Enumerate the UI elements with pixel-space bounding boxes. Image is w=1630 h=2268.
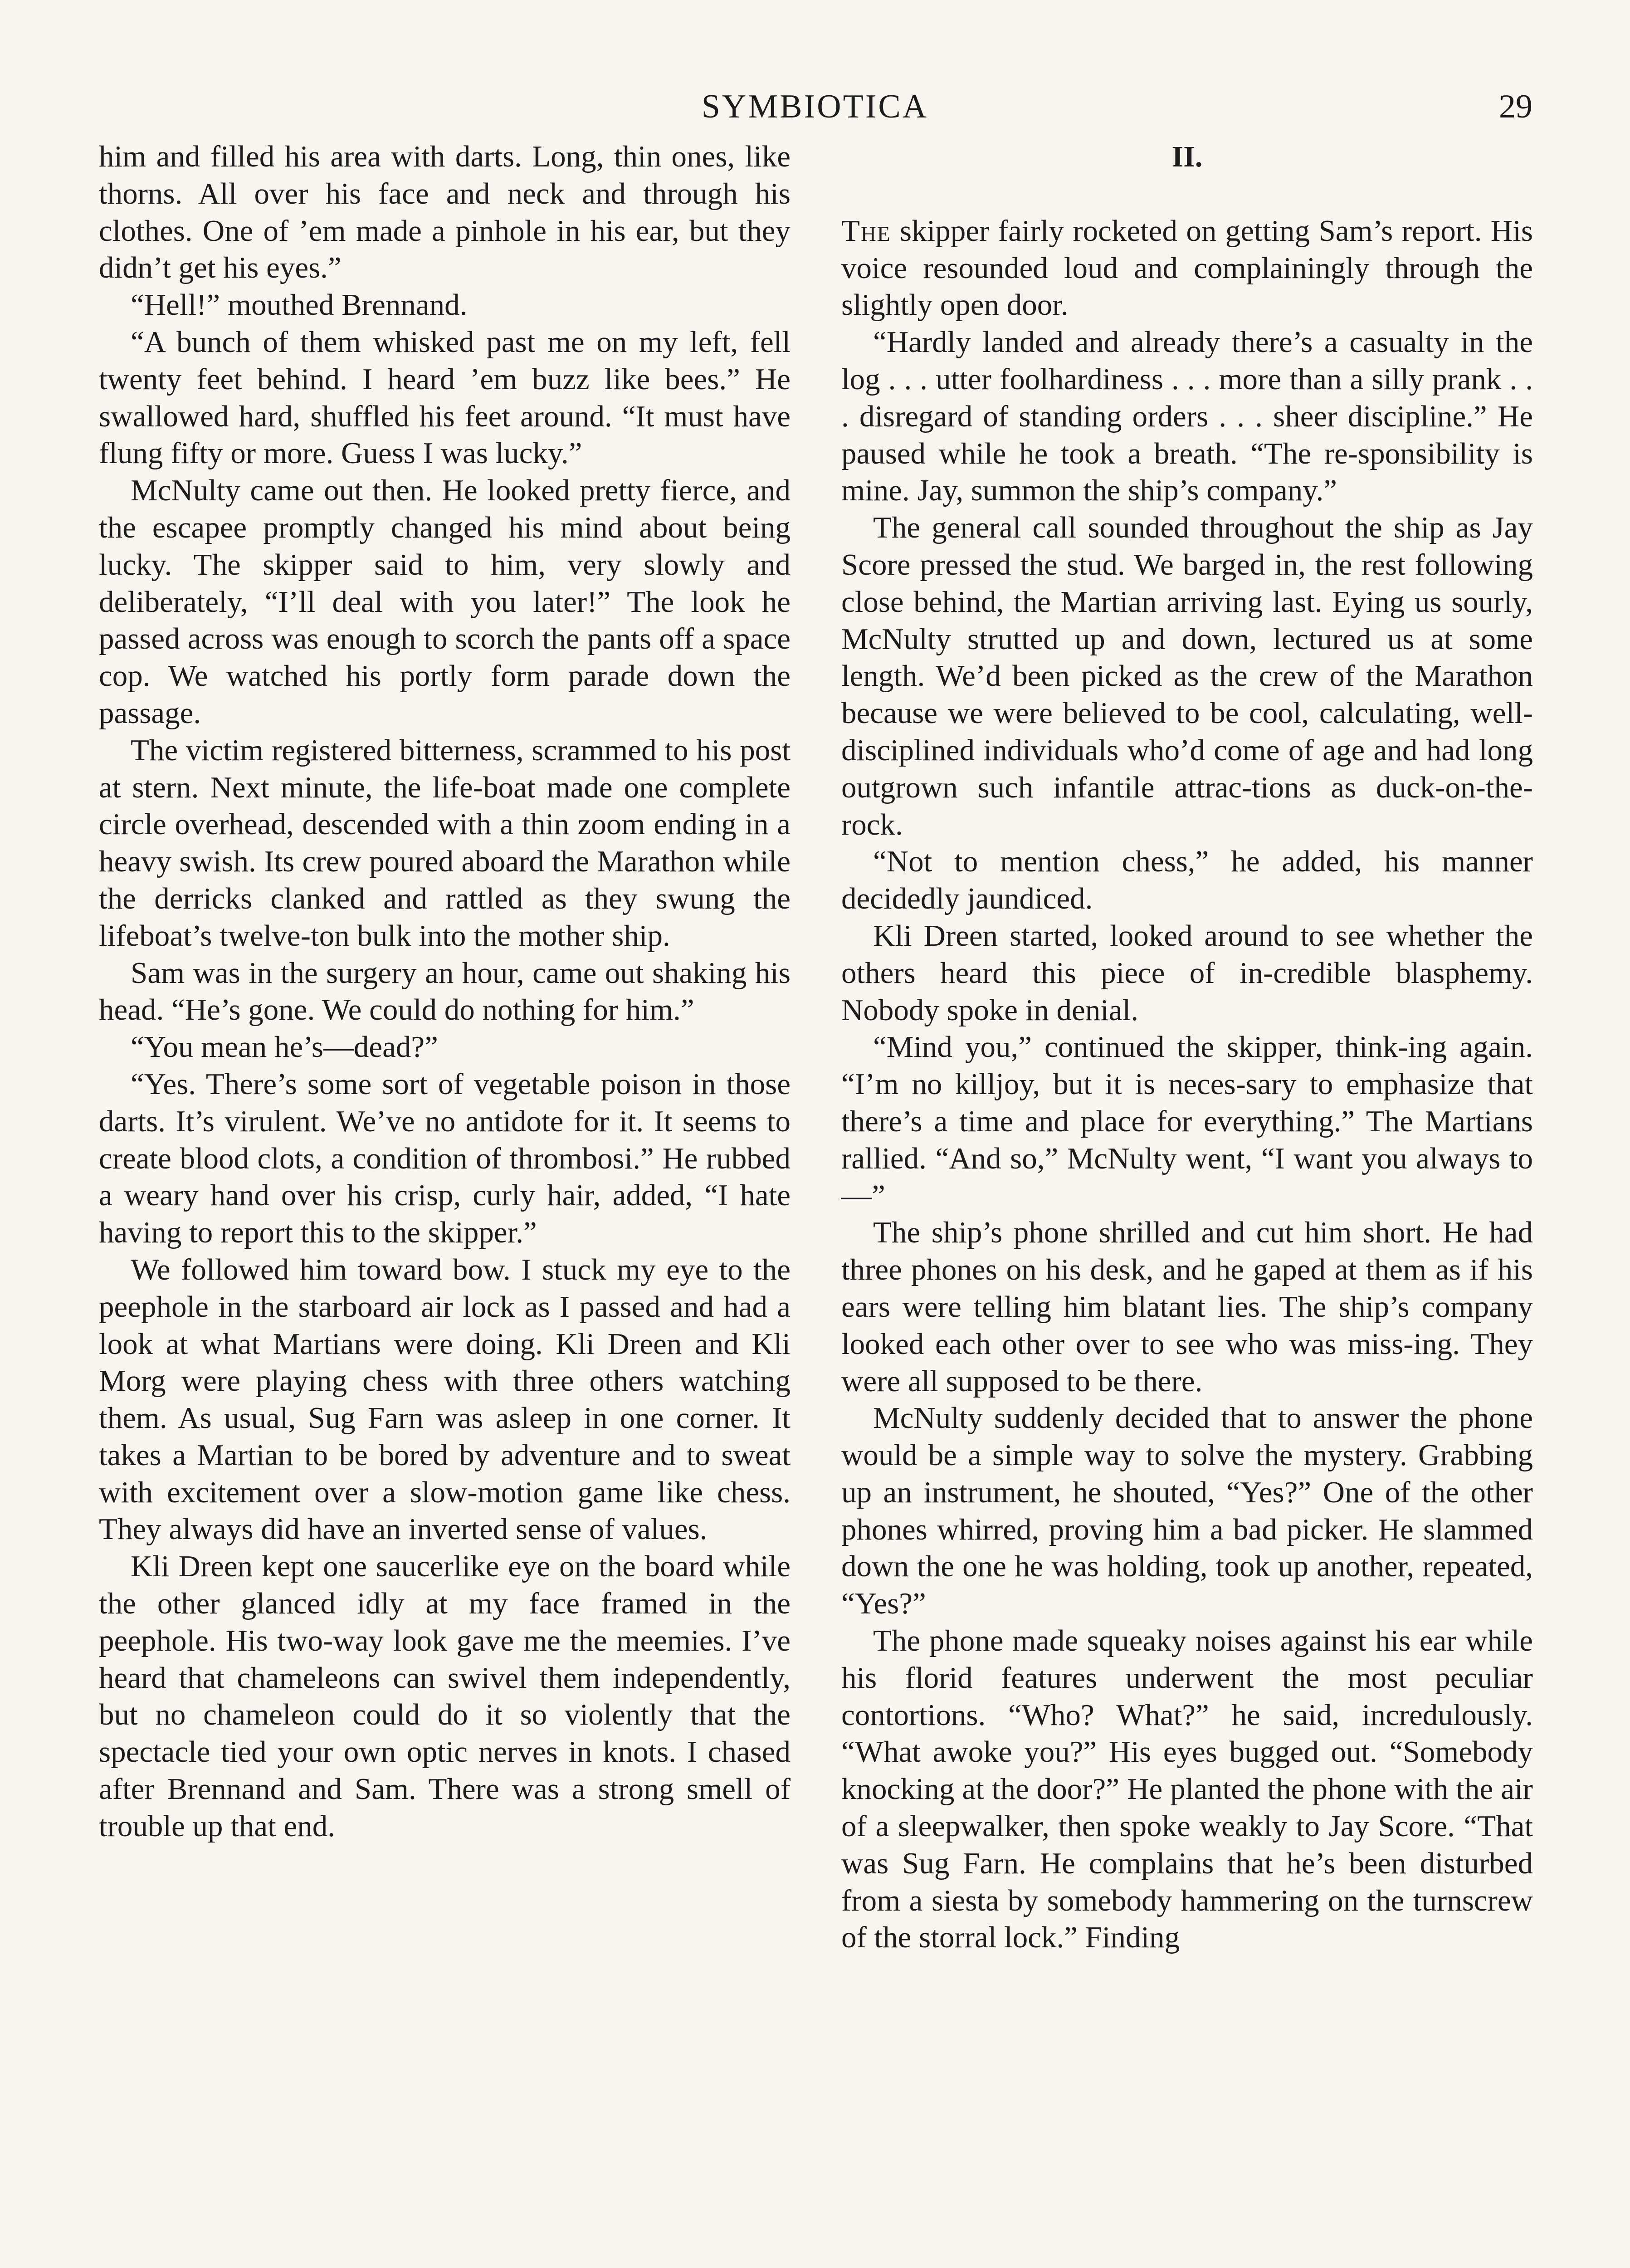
paragraph: “Not to mention chess,” he added, his manner decidedly jaundiced. [841, 845, 1533, 916]
opening-word: The [841, 214, 891, 248]
paragraph: McNulty came out then. He looked pretty fierce, and the escapee promptly changed his mind about being lucky. The skipper said to him, very slowly and deliberately, “I’ll deal with you later!” The look he passed across was enough to scorch the pants off a space cop. We watched his portly form parade down the passage. [99, 474, 791, 730]
paragraph: Kli Dreen started, looked around to see whether the others heard this piece of in-credible blasphemy. Nobody spoke in denial. [841, 919, 1533, 1027]
opening-paragraph-text: skipper fairly rocketed on getting Sam’s report. His voice resounded loud and complainingly through the slightly open door. [841, 214, 1533, 322]
paragraph: Sam was in the surgery an hour, came out shaking his head. “He’s gone. We could do nothing for him.” [99, 956, 791, 1027]
paragraph [841, 213, 1533, 324]
section-heading: II. [1171, 140, 1203, 173]
paragraph: The general call sounded throughout the ship as Jay Score pressed the stud. We barged in, the rest following close behind, the Martian arriving last. Eying us sourly, McNulty strutted up and down, lectured us at some length. We’d been picked as the crew of the Marathon because we were believed to be cool, calculating, well-disciplined individuals who’d come of age and had long outgrown such infantile attrac-tions as duck-on-the-rock. [841, 511, 1533, 841]
paragraph: The victim registered bitterness, scrammed to his post at stern. Next minute, the life-boat made one complete circle overhead, descended with a thin zoom ending in a heavy swish. Its crew poured aboard the Marathon while the derricks clanked and rattled as they swung the lifeboat’s twelve-ton bulk into the mother ship. [99, 733, 791, 953]
left-column [99, 138, 791, 1845]
paragraph: “You mean he’s—dead?” [131, 1030, 438, 1064]
paragraph: “Yes. There’s some sort of vegetable poison in those darts. It’s virulent. We’ve no antidote for it. It seems to create blood clots, a condition of thrombosi.” He rubbed a weary hand over his crisp, curly hair, added, “I hate having to report this to the skipper.” [99, 1067, 791, 1250]
paragraph: The ship’s phone shrilled and cut him short. He had three phones on his desk, and he gaped at them as if his ears were telling him blatant lies. The ship’s company looked each other over to see who was miss-ing. They were all supposed to be there. [841, 1216, 1533, 1398]
paragraph: “A bunch of them whisked past me on my left, fell twenty feet behind. I heard ’em buzz like bees.” He swallowed hard, shuffled his feet around. “It must have flung fifty or more. Guess I was lucky.” [99, 325, 791, 470]
paragraph: “Mind you,” continued the skipper, think-ing again. “I’m no killjoy, but it is neces-sary to emphasize that there’s a time and place for everything.” The Martians rallied. “And so,” McNulty went, “I want you always to—” [841, 1030, 1533, 1212]
page-header [98, 82, 1532, 132]
running-title: SYMBIOTICA [701, 88, 929, 125]
paragraph: “Hell!” mouthed Brennand. [131, 288, 468, 322]
right-column [841, 138, 1533, 1956]
paragraph: him and filled his area with darts. Long, thin ones, like thorns. All over his face and neck and through his clothes. One of ’em made a pinhole in his ear, but they didn’t get his eyes.” [99, 140, 791, 285]
paragraph: We followed him toward bow. I stuck my eye to the peephole in the starboard air lock as I passed and had a look at what Martians were doing. Kli Dreen and Kli Morg were playing chess with three others watching them. As usual, Sug Farn was asleep in one corner. It takes a Martian to be bored by adventure and to sweat with excitement over a slow-motion game like chess. They always did have an inverted sense of values. [99, 1252, 791, 1546]
paragraph: The phone made squeaky noises against his ear while his florid features underwent the most peculiar contortions. “Who? What?” he said, incredulously. “What awoke you?” His eyes bugged out. “Somebody knocking at the door?” He planted the phone with the air of a sleepwalker, then spoke weakly to Jay Score. “That was Sug Farn. He complains that he’s been disturbed from a siesta by somebody hammering on the turnscrew of the storral lock.” Finding [841, 1624, 1533, 1955]
paragraph: McNulty suddenly decided that to answer the phone would be a simple way to solve the mystery. Grabbing up an instrument, he shouted, “Yes?” One of the other phones whirred, proving him a bad picker. He slammed down the one he was holding, took up another, repeated, “Yes?” [841, 1401, 1533, 1621]
paragraph: Kli Dreen kept one saucerlike eye on the board while the other glanced idly at my face framed in the peephole. His two-way look gave me the meemies. I’ve heard that chameleons can swivel them independently, but no chameleon could do it so violently that the spectacle tied your own optic nerves in knots. I chased after Brennand and Sam. There was a strong smell of trouble up that end. [99, 1549, 791, 1843]
page-number: 29 [1499, 88, 1532, 125]
paragraph: “Hardly landed and already there’s a casualty in the log . . . utter foolhardiness . . . more than a silly prank . . . disregard of standing orders . . . sheer discipline.” He paused while he took a breath. “The re-sponsibility is mine. Jay, summon the ship’s company.” [841, 325, 1533, 508]
